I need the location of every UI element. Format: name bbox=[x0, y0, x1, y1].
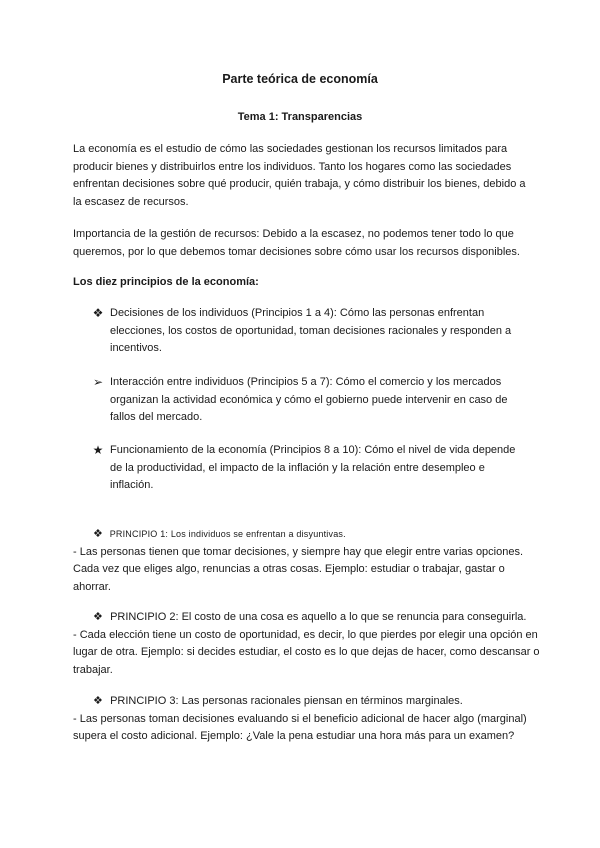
diamond-bullet-icon: ❖ bbox=[92, 306, 104, 320]
principle-body: - Las personas toman decisiones evaluando si el beneficio adicional de hacer algo (marginal) supera el costo adicional. Ejemplo: ¿Vale la pena estudiar una hora más para un examen? bbox=[73, 712, 527, 742]
group-item-text: Decisiones de los individuos (Principios 1 a 4): Cómo las personas enfrentan elecciones, los costos de oportunidad, toman decisiones racionales y responden a incentivos. bbox=[110, 307, 512, 354]
group-item-text: Funcionamiento de la economía (Principios 8 a 10): Cómo el nivel de vida depende de la productividad, el impacto de la inflación y la relación entre desempleo e inflación. bbox=[110, 444, 516, 491]
diamond-bullet-icon: ❖ bbox=[93, 611, 103, 623]
principle-2 bbox=[73, 609, 543, 679]
group-item-economy-functioning bbox=[90, 442, 520, 495]
principles-heading: Los diez principios de la economía: bbox=[73, 276, 259, 288]
principle-body: - Cada elección tiene un costo de oportunidad, es decir, lo que pierdes por elegir una opción en lugar de otra. Ejemplo: si decides estudiar, el costo es lo que dejas de hacer, como descansar o trabajar. bbox=[73, 628, 540, 676]
star-bullet-icon: ★ bbox=[92, 443, 104, 457]
diamond-bullet-icon: ❖ bbox=[93, 528, 104, 540]
principle-heading-text: PRINCIPIO 3: Las personas racionales piensan en términos marginales. bbox=[110, 695, 463, 707]
group-item-interaction bbox=[90, 374, 520, 427]
principle-heading bbox=[73, 609, 543, 627]
principle-heading-text: PRINCIPIO 2: El costo de una cosa es aquello a lo que se renuncia para conseguirla. bbox=[110, 611, 527, 623]
principle-body: - Las personas tienen que tomar decisiones, y siempre hay que elegir entre varias opciones. Cada vez que eliges algo, renuncias a otras cosas. Ejemplo: estudiar o trabajar, gastar o ahorrar. bbox=[73, 545, 524, 593]
importance-paragraph: Importancia de la gestión de recursos: Debido a la escasez, no podemos tener todo lo que queremos, por lo que debemos tomar decisiones sobre cómo usar los recursos disponibles. bbox=[73, 228, 520, 258]
principle-heading bbox=[73, 693, 543, 711]
principle-heading bbox=[73, 526, 543, 544]
principle-heading-text: PRINCIPIO 1: Los individuos se enfrentan a disyuntivas. bbox=[109, 529, 346, 539]
group-item-individual-decisions bbox=[90, 305, 520, 358]
arrow-bullet-icon: ➢ bbox=[92, 375, 104, 389]
principle-1 bbox=[73, 526, 543, 596]
diamond-bullet-icon: ❖ bbox=[93, 695, 103, 707]
document-title: Parte teórica de economía bbox=[222, 72, 378, 86]
group-item-text: Interacción entre individuos (Principios 5 a 7): Cómo el comercio y los mercados organizan la actividad económica y cómo el gobierno puede intervenir en caso de fallos del mercado. bbox=[110, 376, 508, 423]
principle-3 bbox=[73, 693, 543, 746]
document-subtitle: Tema 1: Transparencias bbox=[237, 111, 363, 123]
intro-paragraph: La economía es el estudio de cómo las sociedades gestionan los recursos limitados para producir bienes y distribuirlos entre los individuos. Tanto los hogares como las sociedades enfrentan decisiones sobre qué producir, quién trabaja, y cómo distribuir los bienes, debido a la escasez de recursos. bbox=[73, 143, 526, 208]
